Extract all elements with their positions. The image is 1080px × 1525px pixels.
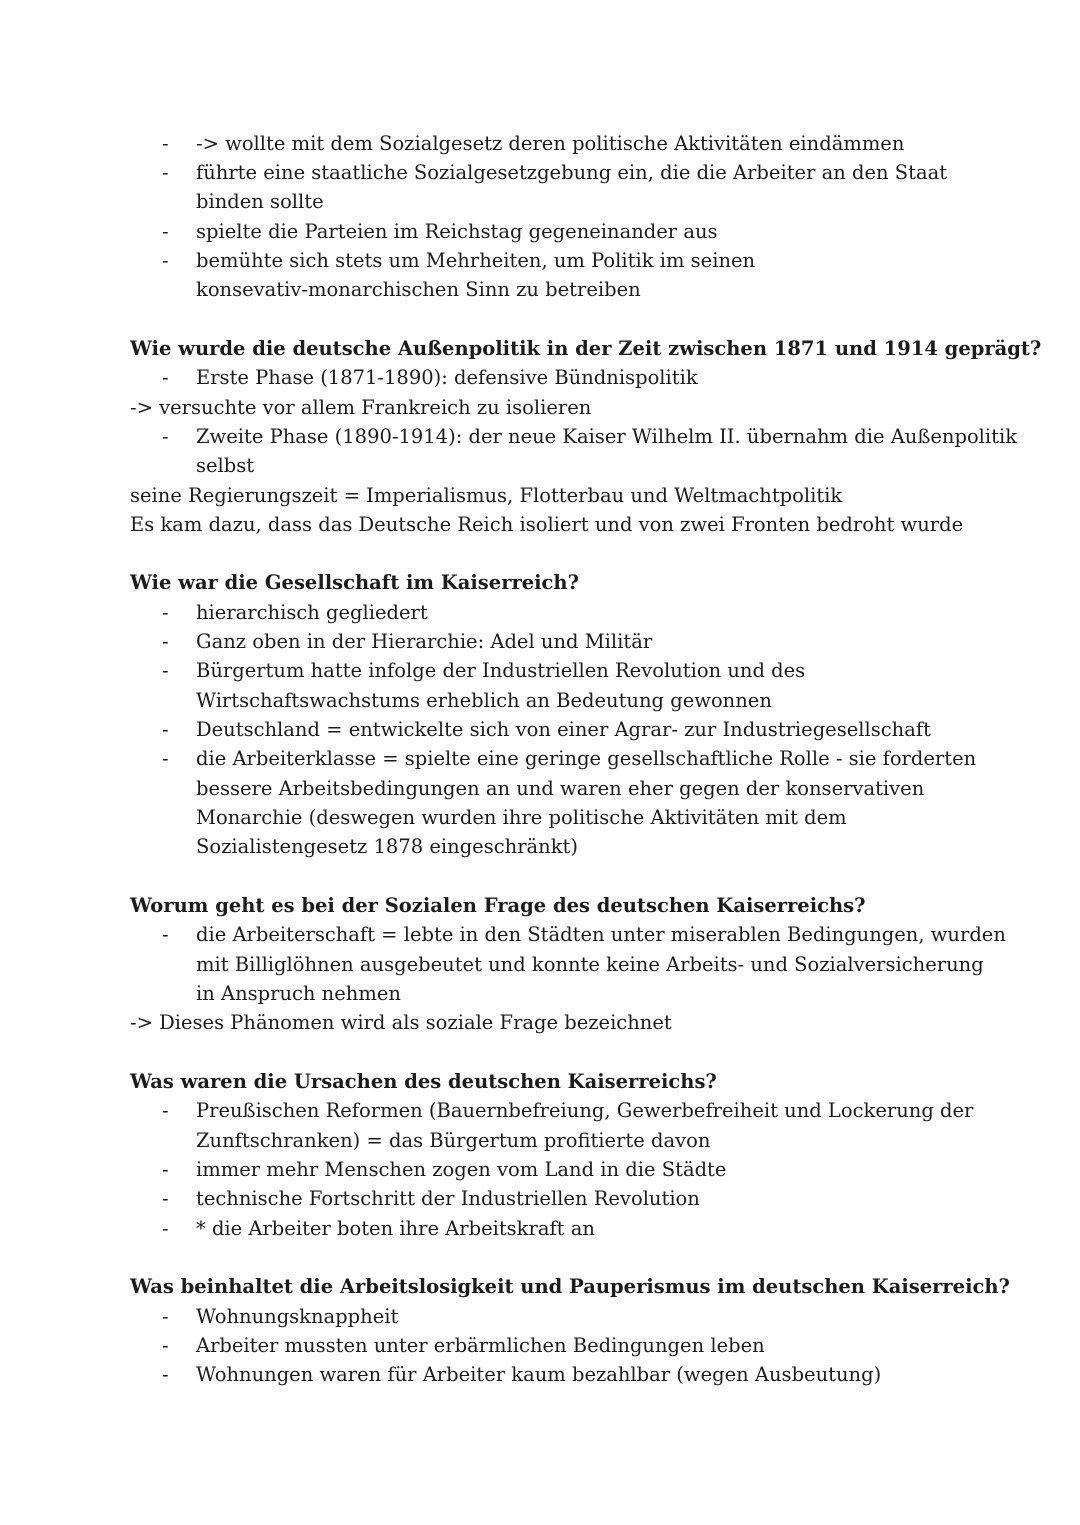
bullet-dash: - [162, 630, 169, 653]
bullet-text: Arbeiter mussten unter erbärmlichen Bedingungen leben [196, 1334, 765, 1357]
bullet-text: Preußischen Reformen (Bauernbefreiung, Gewerbefreiheit und Lockerung der [196, 1099, 974, 1122]
bullet-dash: - [162, 601, 169, 624]
bullet-dash: - [162, 1158, 169, 1181]
bullet-text-continued: in Anspruch nehmen [196, 982, 401, 1005]
bullet-dash: - [162, 659, 169, 682]
section-heading-ursachen: Was waren die Ursachen des deutschen Kaiserreichs? [130, 1070, 717, 1093]
paragraph-line: Es kam dazu, dass das Deutsche Reich isoliert und von zwei Fronten bedroht wurde [130, 513, 964, 536]
bullet-dash: - [162, 1334, 169, 1357]
bullet-dash: - [162, 718, 169, 741]
bullet-text-continued: Monarchie (deswegen wurden ihre politische Aktivitäten mit dem [196, 806, 847, 829]
bullet-text-continued: mit Billiglöhnen ausgebeutet und konnte keine Arbeits- und Sozialversicherung [196, 953, 984, 976]
bullet-text-continued: binden sollte [196, 190, 324, 213]
bullet-text: Bürgertum hatte infolge der Industriellen Revolution und des [196, 659, 806, 682]
bullet-text: technische Fortschritt der Industriellen Revolution [196, 1187, 700, 1210]
bullet-text: immer mehr Menschen zogen vom Land in die Städte [196, 1158, 727, 1181]
bullet-text: Wohnungsknappheit [196, 1305, 399, 1328]
bullet-dash: - [162, 366, 169, 389]
bullet-text: Erste Phase (1871-1890): defensive Bündnispolitik [196, 366, 698, 389]
bullet-text-continued: bessere Arbeitsbedingungen an und waren eher gegen der konservativen [196, 777, 925, 800]
section-heading-aussenpolitik: Wie wurde die deutsche Außenpolitik in der Zeit zwischen 1871 und 1914 geprägt? [130, 337, 1042, 360]
bullet-dash: - [162, 1305, 169, 1328]
bullet-text: -> wollte mit dem Sozialgesetz deren politische Aktivitäten eindämmen [196, 132, 905, 155]
bullet-dash: - [162, 161, 169, 184]
bullet-dash: - [162, 923, 169, 946]
section-heading-gesellschaft: Wie war die Gesellschaft im Kaiserreich? [130, 571, 580, 594]
bullet-dash: - [162, 1187, 169, 1210]
bullet-text-continued: Wirtschaftswachstums erheblich an Bedeutung gewonnen [196, 689, 772, 712]
paragraph-line: -> Dieses Phänomen wird als soziale Frage bezeichnet [130, 1011, 672, 1034]
bullet-text-continued: Sozialistengesetz 1878 eingeschränkt) [196, 835, 578, 858]
paragraph-line: seine Regierungszeit = Imperialismus, Flotterbau und Weltmachtpolitik [130, 484, 843, 507]
section-heading-soziale-frage: Worum geht es bei der Sozialen Frage des deutschen Kaiserreichs? [130, 894, 866, 917]
bullet-text: Deutschland = entwickelte sich von einer Agrar- zur Industriegesellschaft [196, 718, 931, 741]
bullet-dash: - [162, 132, 169, 155]
bullet-text: hierarchisch gegliedert [196, 601, 428, 624]
section-heading-pauperismus: Was beinhaltet die Arbeitslosigkeit und Pauperismus im deutschen Kaiserreich? [130, 1275, 1010, 1298]
bullet-dash: - [162, 1217, 169, 1240]
bullet-text-continued: Zunftschranken) = das Bürgertum profitierte davon [196, 1129, 711, 1152]
bullet-dash: - [162, 1363, 169, 1386]
bullet-text: bemühte sich stets um Mehrheiten, um Politik im seinen [196, 249, 756, 272]
bullet-text: Zweite Phase (1890-1914): der neue Kaiser Wilhelm II. übernahm die Außenpolitik [196, 425, 1018, 448]
bullet-text: Ganz oben in der Hierarchie: Adel und Militär [196, 630, 653, 653]
bullet-dash: - [162, 1099, 169, 1122]
bullet-dash: - [162, 220, 169, 243]
bullet-text: die Arbeiterklasse = spielte eine geringe gesellschaftliche Rolle - sie forderten [196, 747, 977, 770]
bullet-dash: - [162, 747, 169, 770]
bullet-text: * die Arbeiter boten ihre Arbeitskraft an [196, 1217, 595, 1240]
bullet-text: führte eine staatliche Sozialgesetzgebung ein, die die Arbeiter an den Staat [196, 161, 948, 184]
paragraph-line: -> versuchte vor allem Frankreich zu isolieren [130, 396, 592, 419]
bullet-text-continued: selbst [196, 454, 255, 477]
bullet-text: die Arbeiterschaft = lebte in den Städten unter miserablen Bedingungen, wurden [196, 923, 1006, 946]
bullet-dash: - [162, 425, 169, 448]
bullet-text: spielte die Parteien im Reichstag gegeneinander aus [196, 220, 718, 243]
bullet-dash: - [162, 249, 169, 272]
bullet-text: Wohnungen waren für Arbeiter kaum bezahlbar (wegen Ausbeutung) [196, 1363, 882, 1386]
bullet-text-continued: konsevativ-monarchischen Sinn zu betreiben [196, 278, 641, 301]
